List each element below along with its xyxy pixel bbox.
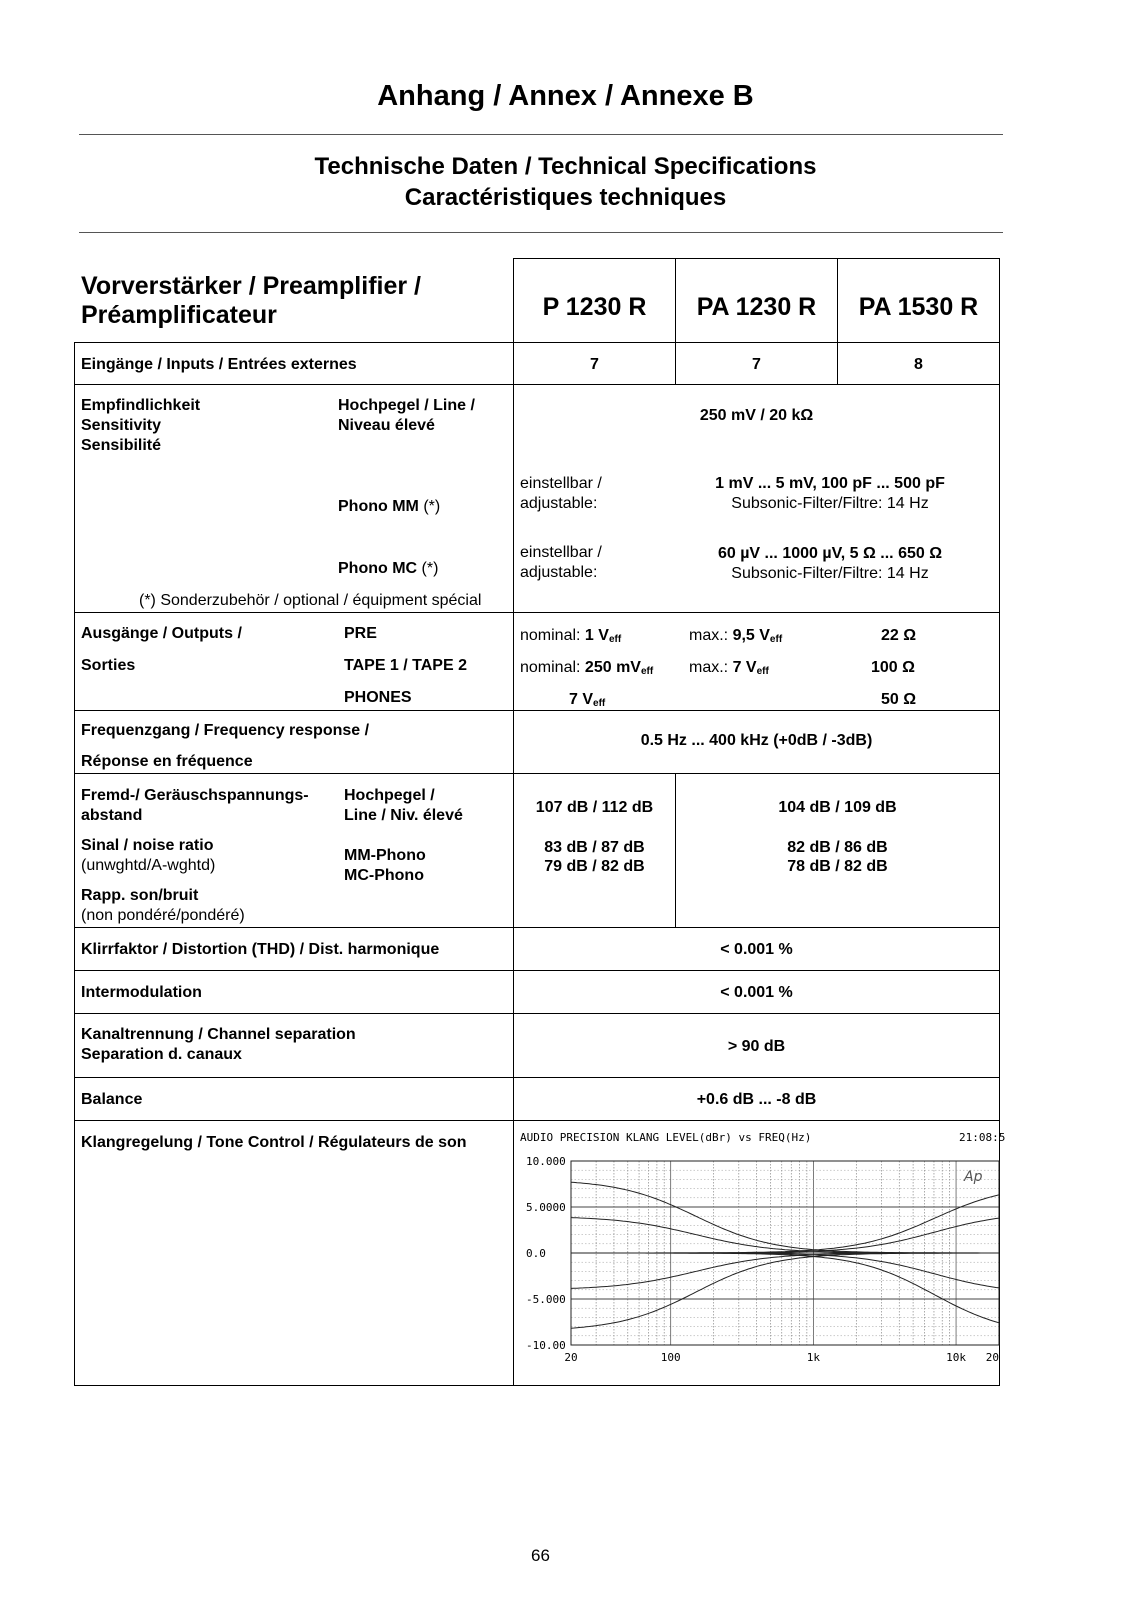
snr-value: 82 dB / 86 dB (787, 839, 888, 856)
frequency-label: Réponse en fréquence (81, 753, 253, 770)
section-title-line-2: Préamplificateur (81, 301, 277, 329)
series-line (571, 1218, 999, 1253)
sensitivity-label: Sensibilité (81, 437, 162, 454)
phono-mc-label: Phono MC (*) (338, 560, 439, 577)
page-title: Anhang / Annex / Annexe B (377, 80, 754, 112)
y-tick-label: -10.00 (526, 1339, 566, 1352)
series-line (571, 1253, 999, 1288)
y-tick-label: -5.000 (526, 1293, 566, 1306)
series-line (571, 1218, 999, 1253)
phono-mm-filter: Subsonic-Filter/Filtre: 14 Hz (731, 495, 929, 512)
series-line (571, 1253, 999, 1288)
inputs-value: 7 (752, 356, 761, 373)
pre-max: max.: 9,5 $V_{eff}$ (689, 627, 783, 645)
x-tick-label: 20 (985, 1351, 999, 1364)
tone-label: Klangregelung / Tone Control / Régulateurs de son (81, 1134, 467, 1151)
line-input-label: Hochpegel / Line / (338, 397, 475, 414)
adjustable-label: einstellbar / (520, 544, 602, 561)
section-title-line-1: Vorverstärker / Preamplifier / (81, 272, 421, 300)
imd-value: < 0.001 % (720, 984, 793, 1001)
tape-output-label: TAPE 1 / TAPE 2 (344, 657, 467, 674)
snr-line-label: Hochpegel / (344, 787, 435, 804)
tone-control-chart (514, 1121, 1006, 1385)
tape-impedance: 100 Ω (871, 659, 915, 676)
subtitle-line-2: Caractéristiques techniques (404, 184, 727, 211)
snr-value: 83 dB / 87 dB (544, 839, 645, 856)
adjustable-label: adjustable: (520, 495, 598, 512)
separation-value: > 90 dB (727, 1038, 786, 1055)
tape-max: max.: 7 $V_{eff}$ (689, 659, 769, 677)
inputs-value: 8 (914, 356, 923, 373)
x-tick-label: 20 (564, 1351, 578, 1364)
snr-label: abstand (81, 807, 143, 824)
x-tick-label: 10k (946, 1351, 966, 1364)
divider (79, 232, 1003, 233)
model-header: PA 1230 R (696, 293, 817, 321)
phono-mc-filter: Subsonic-Filter/Filtre: 14 Hz (731, 565, 929, 582)
snr-label: Rapp. son/bruit (81, 887, 199, 904)
snr-mm-label: MM-Phono (344, 847, 426, 864)
snr-value: 79 dB / 82 dB (544, 858, 645, 875)
series-line (571, 1253, 999, 1323)
x-tick-label: 100 (660, 1351, 681, 1364)
adjustable-label: einstellbar / (520, 475, 602, 492)
frequency-label: Frequenzgang / Frequency response / (81, 722, 370, 739)
snr-line-label: Line / Niv. élevé (344, 807, 463, 824)
series-line (571, 1253, 999, 1328)
snr-label: Sinal / noise ratio (81, 837, 214, 854)
snr-value: 107 dB / 112 dB (535, 799, 654, 816)
model-header: PA 1530 R (858, 293, 979, 321)
outputs-label: Sorties (81, 657, 136, 674)
thd-value: < 0.001 % (720, 941, 793, 958)
phono-mc-value: 60 µV ... 1000 µV, 5 Ω ... 650 Ω (717, 545, 943, 562)
frequency-value: 0.5 Hz ... 400 kHz (+0dB / -3dB) (640, 732, 873, 749)
tape-nominal: nominal: 250 $mV_{eff}$ (520, 659, 654, 677)
balance-label: Balance (81, 1091, 143, 1108)
pre-impedance: 22 Ω (881, 627, 917, 644)
inputs-value: 7 (590, 356, 599, 373)
x-tick-label: 1k (806, 1351, 821, 1364)
sensitivity-label: Empfindlichkeit (81, 397, 201, 414)
phones-output-label: PHONES (344, 689, 412, 706)
inputs-label: Eingänge / Inputs / Entrées externes (81, 356, 357, 373)
adjustable-label: adjustable: (520, 564, 598, 581)
snr-label: Fremd-/ Geräuschspannungs- (81, 787, 309, 804)
snr-label: (non pondéré/pondéré) (81, 907, 245, 924)
outputs-label: Ausgänge / Outputs / (81, 625, 242, 642)
sensitivity-label: Sensitivity (81, 417, 162, 434)
divider (79, 134, 1003, 135)
pre-output-label: PRE (344, 625, 377, 642)
footnote: (*) Sonderzubehör / optional / équipment spécial (139, 592, 482, 609)
imd-label: Intermodulation (81, 984, 202, 1001)
chart-logo: Ap (964, 1169, 983, 1185)
pre-nominal: nominal: 1 $V_{eff}$ (520, 627, 622, 645)
phono-mm-value: 1 mV ... 5 mV, 100 pF ... 500 pF (715, 475, 945, 492)
chart-time: 21:08:5 (959, 1131, 1006, 1144)
separation-label: Kanaltrennung / Channel separation (81, 1026, 356, 1043)
snr-label: (unwghtd/A-wghtd) (81, 857, 216, 874)
snr-mc-label: MC-Phono (344, 867, 424, 884)
page-number: 66 (531, 1546, 550, 1565)
series-line (571, 1195, 999, 1253)
thd-label: Klirrfaktor / Distortion (THD) / Dist. harmonique (81, 941, 440, 958)
y-tick-label: 5.0000 (526, 1201, 566, 1214)
separation-label: Separation d. canaux (81, 1046, 242, 1063)
phones-value: 7 $V_{eff}$ (569, 691, 606, 709)
subtitle-line-1: Technische Daten / Technical Specifications (314, 153, 817, 180)
y-tick-label: 0.0 (526, 1247, 546, 1260)
phones-impedance: 50 Ω (881, 691, 917, 708)
snr-value: 78 dB / 82 dB (787, 858, 888, 875)
snr-value: 104 dB / 109 dB (778, 799, 897, 816)
line-input-label: Niveau élevé (338, 417, 435, 434)
line-sensitivity-value: 250 mV / 20 kΩ (699, 407, 814, 424)
phono-mm-label: Phono MM (*) (338, 498, 441, 515)
balance-value: +0.6 dB ... -8 dB (696, 1091, 817, 1108)
y-tick-label: 10.000 (526, 1155, 566, 1168)
model-header: P 1230 R (542, 293, 647, 321)
chart-title: AUDIO PRECISION KLANG LEVEL(dBr) vs FREQ(Hz) (520, 1131, 812, 1144)
